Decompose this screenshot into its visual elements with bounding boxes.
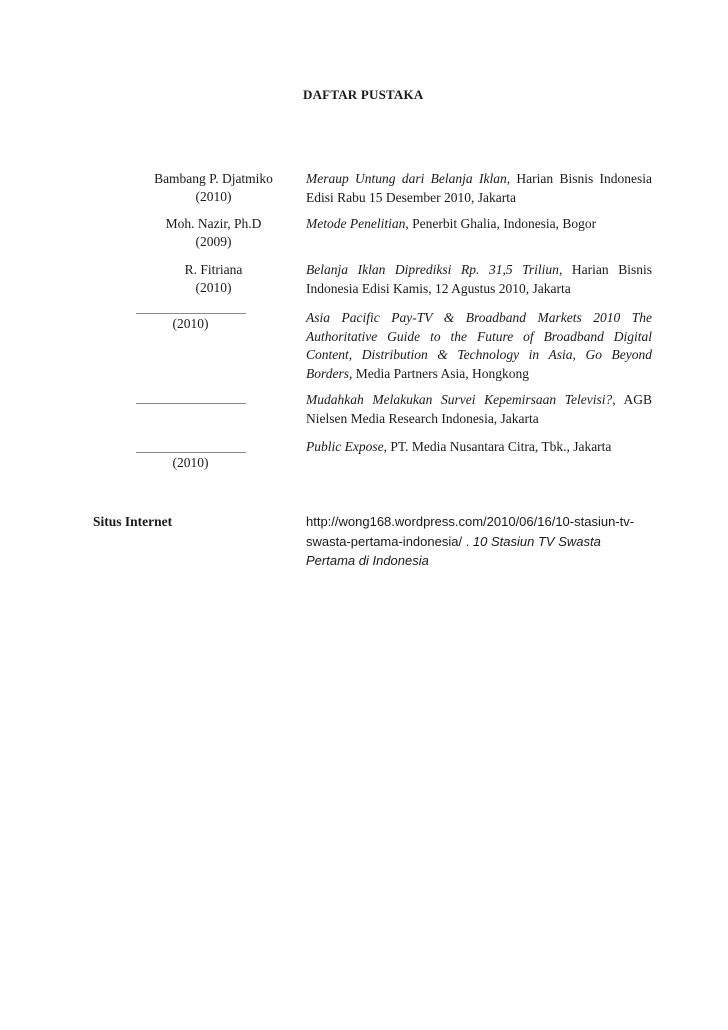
reference-publisher: Harian Bisnis Indonesia Edisi Rabu 15 Desember 2010, Jakarta: [306, 171, 652, 205]
author-dash-line: [136, 452, 246, 453]
page-title: DAFTAR PUSTAKA: [303, 87, 424, 102]
author-dash-line: [136, 313, 246, 314]
reference-title: Public Expose: [306, 439, 384, 454]
reference-title: Mudahkah Melakukan Survei Kepemirsaan Televisi?: [306, 392, 613, 407]
reference-separator: .: [462, 533, 473, 549]
author-dash-line: [136, 403, 246, 404]
reference-title: Metode Penelitian: [306, 216, 406, 231]
author-year: (2010): [172, 455, 209, 470]
internet-sources-heading: Situs Internet: [93, 514, 173, 529]
reference-author: [103, 441, 278, 472]
reference-publisher: Media Partners Asia, Hongkong: [352, 365, 529, 381]
reference-entry: [306, 261, 652, 298]
reference-url[interactable]: http://wong168.wordpress.com/2010/06/16/10-stasiun-tv-swasta-pertama-indonesia/: [306, 514, 635, 549]
reference-title: Meraup Untung dari Belanja Iklan,: [306, 171, 511, 186]
internet-reference: [306, 512, 652, 571]
reference-entry: [306, 170, 652, 207]
author-name: R. Fitriana: [184, 262, 243, 277]
reference-author: [103, 305, 278, 333]
reference-publisher: , Harian Bisnis Indonesia Edisi Kamis, 12 Agustus 2010, Jakarta: [306, 262, 652, 296]
reference-title: Belanja Iklan Diprediksi Rp. 31,5 Triliun: [306, 262, 559, 277]
reference-publisher: , PT. Media Nusantara Citra, Tbk., Jakarta: [383, 439, 612, 454]
author-name: Moh. Nazir, Ph.D: [165, 216, 262, 231]
reference-description: 10 Stasiun TV Swasta Pertama di Indonesia: [306, 533, 601, 568]
reference-author: [126, 215, 301, 251]
reference-entry: [306, 215, 652, 234]
reference-entry: [306, 438, 652, 457]
author-year: (2010): [195, 189, 232, 204]
reference-title: Asia Pacific Pay-TV & Broadband Markets 2010 The Authoritative Guide to the Future of Broadband Digital Content, Distribution & Technology in Asia, Go Beyond Borders,: [306, 310, 652, 381]
reference-author: [126, 170, 301, 206]
reference-author: [126, 261, 301, 297]
author-year: (2009): [195, 234, 232, 249]
author-year: (2010): [172, 316, 209, 331]
reference-author: [103, 395, 278, 405]
author-name: Bambang P. Djatmiko: [154, 171, 273, 186]
reference-publisher: , AGB Nielsen Media Research Indonesia, Jakarta: [306, 392, 652, 426]
reference-publisher: , Penerbit Ghalia, Indonesia, Bogor: [405, 216, 597, 231]
author-year: (2010): [195, 280, 232, 295]
reference-entry: [306, 391, 652, 428]
reference-entry: [306, 309, 652, 383]
